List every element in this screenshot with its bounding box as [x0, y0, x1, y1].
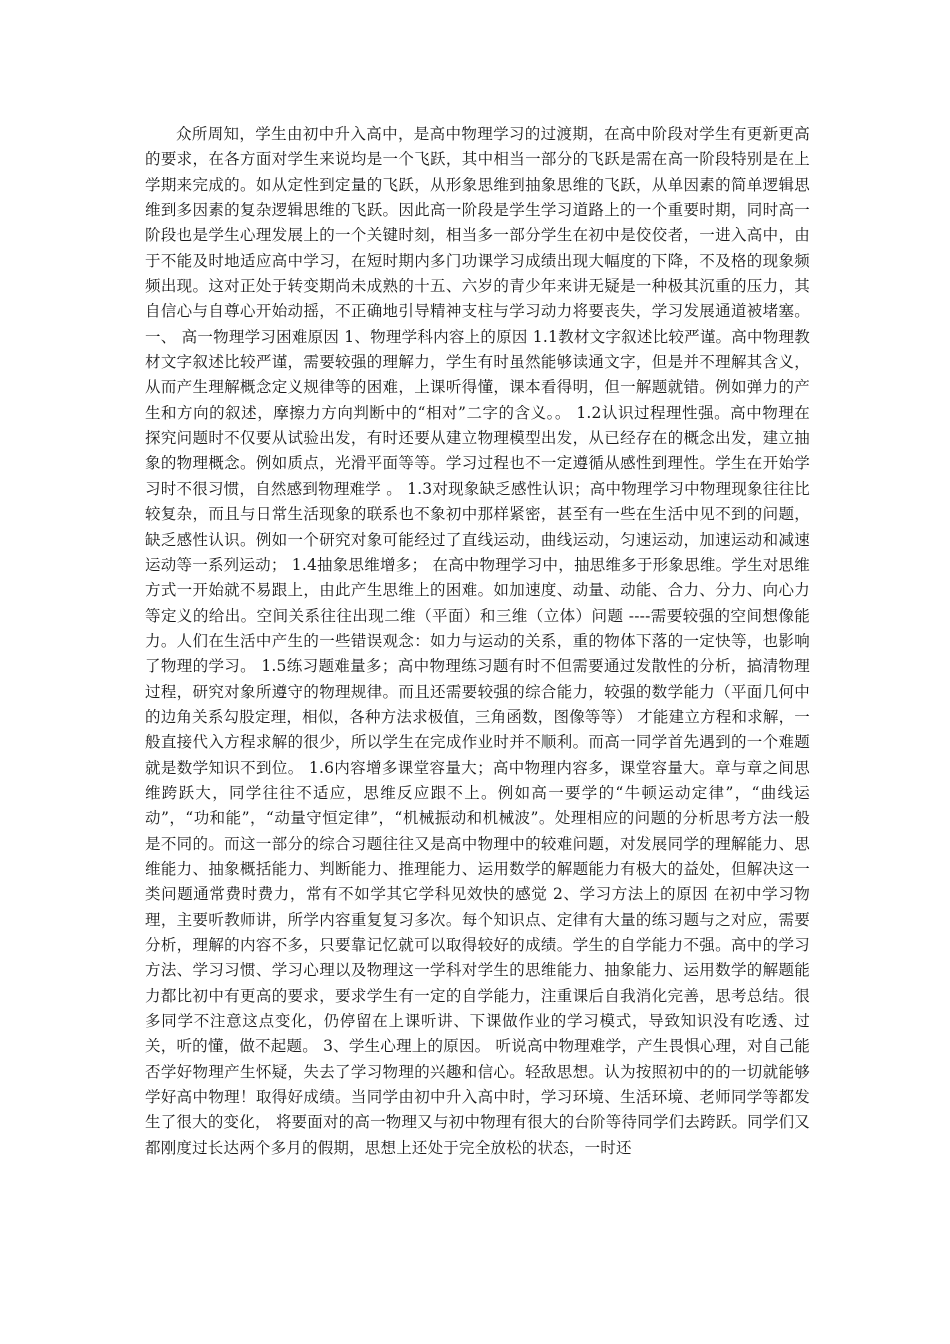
- body-paragraph: 众所周知，学生由初中升入高中，是高中物理学习的过渡期，在高中阶段对学生有更新更高的要求，在各方面对学生来说均是一个飞跃，其中相当一部分的飞跃是需在高一阶段特别是在上学期来完成的。如从定性到定量的飞跃，从形象思维到抽象思维的飞跃，从单因素的简单逻辑思维到多因素的复杂逻辑思维的飞跃。因此高一阶段是学生学习道路上的一个重要时期，同时高一阶段也是学生心理发展上的一个关键时刻，相当多一部分学生在初中是佼佼者，一进入高中，由于不能及时地适应高中学习，在短时期内多门功课学习成绩出现大幅度的下降，不及格的现象频频出现。这对正处于转变期尚未成熟的十五、六岁的青少年来讲无疑是一种极其沉重的压力，其自信心与自尊心开始动摇，不正确地引导精神支柱与学习动力将要丧失，学习发展通道被堵塞。 一、 高一物理学习困难原因 1、物理学科内容上的原因 1.1教材文字叙述比较严谨。高中物理教材文字叙述比较严谨，需要较强的理解力，学生有时虽然能够读通文字，但是并不理解其含义，从而产生理解概念定义规律等的困难，上课听得懂，课本看得明，但一解题就错。例如弹力的产生和方向的叙述，摩擦力方向判断中的“相对”二字的含义。。 1.2认识过程理性强。高中物理在探究问题时不仅要从试验出发，有时还要从建立物理模型出发，从已经存在的概念出发，建立抽象的物理概念。例如质点，光滑平面等等。学习过程也不一定遵循从感性到理性。学生在开始学习时不很习惯，自然感到物理难学 。 1.3对现象缺乏感性认识；高中物理学习中物理现象往往比较复杂，而且与日常生活现象的联系也不象初中那样紧密，甚至有一些在生活中见不到的问题，缺乏感性认识。例如一个研究对象可能经过了直线运动，曲线运动，匀速运动，加速运动和减速运动等一系列运动； 1.4抽象思维增多； 在高中物理学习中，抽思维多于形象思维。学生对思维方式一开始就不易跟上，由此产生思维上的困难。如加速度、动量、动能、合力、分力、向心力等定义的给出。空间关系往往出现二维（平面）和三维（立体）问题 ----需要较强的空间想像能力。人们在生活中产生的一些错误观念：如力与运动的关系，重的物体下落的一定快等，也影响了物理的学习。 1.5练习题难量多；高中物理练习题有时不但需要通过发散性的分析，搞清物理过程，研究对象所遵守的物理规律。而且还需要较强的综合能力，较强的数学能力（平面几何中的边角关系勾股定理，相似，各种方法求极值，三角函数，图像等等） 才能建立方程和求解，一般直接代入方程求解的很少，所以学生在完成作业时并不顺利。而高一同学首先遇到的一个难题就是数学知识不到位。 1.6内容增多课堂容量大；高中物理内容多，课堂容量大。章与章之间思维跨跃大，同学往往不适应，思维反应跟不上。例如高一要学的“牛顿运动定律”，“曲线运动”，“功和能”，“动量守恒定律”，“机械振动和机械波”。处理相应的问题的分析思考方法一般是不同的。而这一部分的综合习题往往又是高中物理中的较难问题，对发展同学的理解能力、思维能力、抽象概括能力、判断能力、推理能力、运用数学的解题能力有极大的益处，但解决这一类问题通常费时费力，常有不如学其它学科见效快的感觉 2、学习方法上的原因 在初中学习物理，主要听教师讲，所学内容重复复习多次。每个知识点、定律有大量的练习题与之对应，需要分析，理解的内容不多，只要靠记忆就可以取得较好的成绩。学生的自学能力不强。高中的学习方法、学习习惯、学习心理以及物理这一学科对学生的思维能力、抽象能力、运用数学的解题能力都比初中有更高的要求，要求学生有一定的自学能力，注重课后自我消化完善，思考总结。很多同学不注意这点变化，仍停留在上课听讲、下课做作业的学习模式，导致知识没有吃透、过关，听的懂，做不起题。 3、学生心理上的原因。 听说高中物理难学，产生畏惧心理，对自己能否学好物理产生怀疑，失去了学习物理的兴趣和信心。轻敌思想。认为按照初中的的一切就能够学好高中物理！取得好成绩。当同学由初中升入高中时，学习环境、生活环境、老师同学等都发生了很大的变化， 将要面对的高一物理又与初中物理有很大的台阶等待同学们去跨跃。同学们又都刚度过长达两个多月的假期，思想上还处于完全放松的状态，一时还: [145, 125, 810, 1157]
- document-body: [145, 122, 810, 1161]
